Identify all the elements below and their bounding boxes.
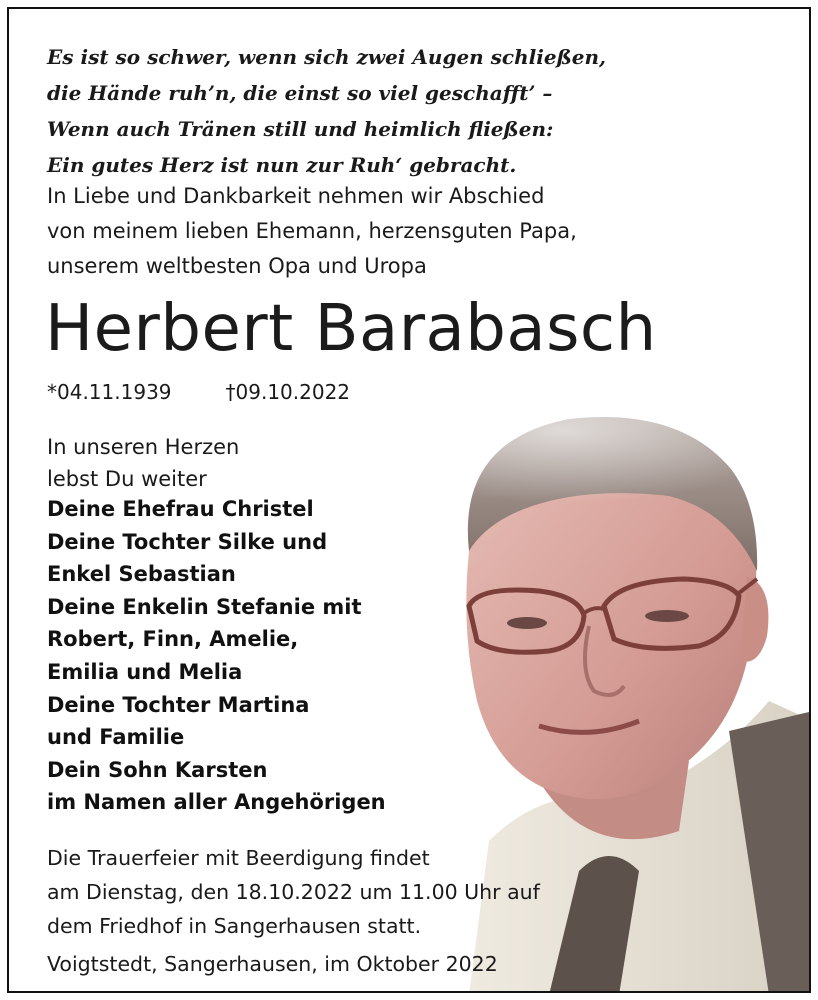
intro-line: unserem weltbesten Opa und Uropa — [47, 254, 427, 278]
funeral-line: Die Trauerfeier mit Beerdigung findet — [47, 846, 430, 870]
mourner-line: Deine Tochter Martina — [47, 692, 310, 717]
remembrance-text — [47, 431, 239, 495]
mourner-line: Deine Ehefrau Christel — [47, 497, 314, 521]
obituary-frame — [7, 7, 811, 993]
mourner-line: Emilia und Melia — [47, 659, 243, 684]
life-dates — [47, 377, 350, 407]
mourner-line: Robert, Finn, Amelie, — [47, 627, 299, 652]
funeral-notice — [47, 841, 540, 943]
intro-line: von meinem lieben Ehemann, herzensguten Papa, — [47, 219, 577, 243]
poem — [47, 39, 606, 183]
funeral-line: am Dienstag, den 18.10.2022 um 11.00 Uhr auf — [47, 880, 540, 904]
remembrance-line: lebst Du weiter — [47, 467, 207, 491]
funeral-line: dem Friedhof in Sangerhausen statt. — [47, 914, 422, 938]
mourner-line: und Familie — [47, 725, 185, 750]
poem-line: die Hände ruh’n, die einst so viel geschafft’ – — [47, 81, 553, 105]
mourners-list — [47, 493, 386, 819]
place-and-date: Voigtstedt, Sangerhausen, im Oktober 2022 — [47, 952, 498, 976]
intro-line: In Liebe und Dankbarkeit nehmen wir Abschied — [47, 184, 545, 208]
mourner-line: Enkel Sebastian — [47, 562, 236, 587]
poem-line: Wenn auch Tränen still und heimlich fließen: — [47, 117, 554, 141]
remembrance-line: In unseren Herzen — [47, 435, 240, 459]
poem-line: Es ist so schwer, wenn sich zwei Augen schließen, — [47, 45, 606, 69]
deceased-name: Herbert Barabasch — [45, 292, 657, 366]
mourner-line: Deine Enkelin Stefanie mit — [47, 594, 362, 619]
death-date: †09.10.2022 — [225, 380, 351, 404]
poem-line: Ein gutes Herz ist nun zur Ruh‘ gebracht. — [47, 153, 517, 177]
mourner-line: Deine Tochter Silke und — [47, 529, 328, 554]
birth-date: *04.11.1939 — [47, 380, 172, 404]
mourner-line: im Namen aller Angehörigen — [47, 790, 386, 815]
mourner-line: Dein Sohn Karsten — [47, 757, 268, 782]
farewell-intro — [47, 179, 577, 284]
